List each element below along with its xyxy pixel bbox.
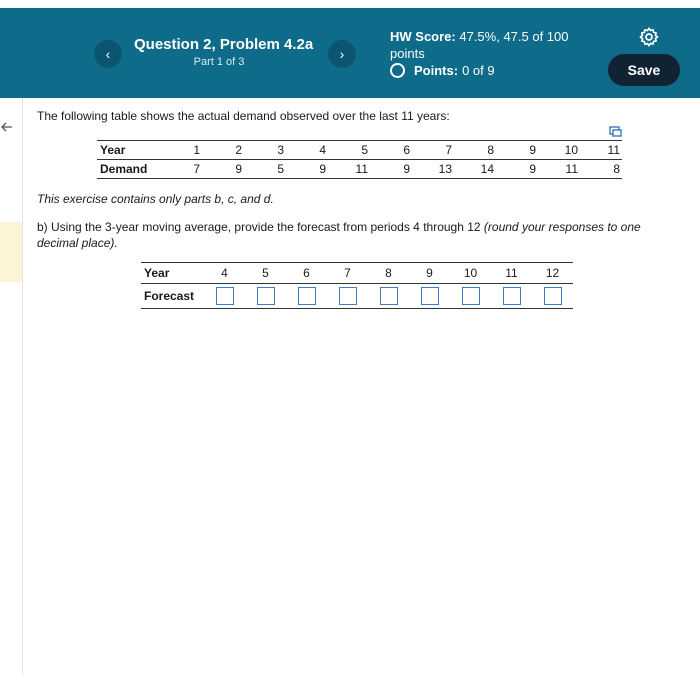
year-cell: 9 bbox=[496, 141, 538, 160]
exercise-note: This exercise contains only parts b, c, and d. bbox=[37, 192, 274, 206]
forecast-input-cell bbox=[327, 284, 368, 309]
year-cell: 2 bbox=[202, 141, 244, 160]
forecast-year-cell: 7 bbox=[327, 263, 368, 284]
back-arrow-icon[interactable] bbox=[0, 120, 14, 134]
points-label: Points: bbox=[414, 63, 459, 78]
hw-score-label: HW Score: bbox=[390, 29, 456, 44]
forecast-input-7[interactable] bbox=[339, 287, 357, 305]
demand-cell: 5 bbox=[244, 160, 286, 179]
forecast-table bbox=[141, 262, 573, 309]
demand-cell: 7 bbox=[160, 160, 202, 179]
hw-score bbox=[390, 28, 600, 62]
previous-question-button[interactable]: ‹ bbox=[94, 40, 122, 68]
year-cell: 7 bbox=[412, 141, 454, 160]
forecast-table-input-row bbox=[141, 284, 573, 309]
forecast-input-cell bbox=[368, 284, 409, 309]
forecast-year-cell: 11 bbox=[491, 263, 532, 284]
question-title: Question 2, Problem 4.2a bbox=[134, 36, 314, 53]
gear-icon[interactable] bbox=[638, 26, 660, 48]
forecast-input-cell bbox=[286, 284, 327, 309]
demand-table-demand-row bbox=[97, 160, 622, 179]
points-status bbox=[390, 63, 495, 78]
forecast-year-cell: 4 bbox=[204, 263, 245, 284]
year-cell: 10 bbox=[538, 141, 580, 160]
forecast-input-cell bbox=[245, 284, 286, 309]
demand-cell: 14 bbox=[454, 160, 496, 179]
question-header bbox=[0, 8, 700, 98]
left-gutter-divider bbox=[22, 98, 23, 675]
year-cell: 4 bbox=[286, 141, 328, 160]
demand-cell: 9 bbox=[286, 160, 328, 179]
forecast-input-cell bbox=[532, 284, 573, 309]
save-button[interactable]: Save bbox=[608, 54, 680, 86]
part-b-prompt bbox=[37, 219, 677, 251]
forecast-input-6[interactable] bbox=[298, 287, 316, 305]
demand-cell: 13 bbox=[412, 160, 454, 179]
hw-score-value: 47.5%, 47.5 of 100 points bbox=[390, 29, 569, 61]
points-value: 0 of 9 bbox=[462, 63, 495, 78]
year-cell: 11 bbox=[580, 141, 622, 160]
forecast-input-10[interactable] bbox=[462, 287, 480, 305]
part-b-text: b) Using the 3-year moving average, provide the forecast from periods 4 through 12 bbox=[37, 220, 481, 234]
side-highlight bbox=[0, 222, 22, 282]
year-cell: 1 bbox=[160, 141, 202, 160]
forecast-input-11[interactable] bbox=[503, 287, 521, 305]
demand-cell: 9 bbox=[370, 160, 412, 179]
forecast-table-year-row bbox=[141, 263, 573, 284]
forecast-year-cell: 9 bbox=[409, 263, 450, 284]
forecast-input-9[interactable] bbox=[421, 287, 439, 305]
forecast-input-8[interactable] bbox=[380, 287, 398, 305]
demand-cell: 11 bbox=[538, 160, 580, 179]
forecast-input-cell bbox=[409, 284, 450, 309]
year-cell: 8 bbox=[454, 141, 496, 160]
forecast-header: Forecast bbox=[141, 284, 204, 309]
forecast-year-cell: 8 bbox=[368, 263, 409, 284]
forecast-year-cell: 10 bbox=[450, 263, 491, 284]
top-strip bbox=[0, 0, 700, 8]
forecast-input-cell bbox=[450, 284, 491, 309]
demand-cell: 11 bbox=[328, 160, 370, 179]
forecast-year-cell: 6 bbox=[286, 263, 327, 284]
demand-cell: 9 bbox=[202, 160, 244, 179]
part-b-rounding-note: (round your responses to one decimal place). bbox=[37, 220, 641, 250]
year-cell: 5 bbox=[328, 141, 370, 160]
year-cell: 3 bbox=[244, 141, 286, 160]
demand-header: Demand bbox=[97, 160, 160, 179]
forecast-input-12[interactable] bbox=[544, 287, 562, 305]
demand-table bbox=[97, 140, 622, 179]
forecast-input-cell bbox=[491, 284, 532, 309]
forecast-year-cell: 12 bbox=[532, 263, 573, 284]
demand-table-year-row bbox=[97, 141, 622, 160]
demand-cell: 8 bbox=[580, 160, 622, 179]
status-circle-icon bbox=[390, 63, 405, 78]
forecast-year-header: Year bbox=[141, 263, 204, 284]
copy-table-icon[interactable] bbox=[609, 126, 622, 137]
forecast-input-4[interactable] bbox=[216, 287, 234, 305]
forecast-input-cell bbox=[204, 284, 245, 309]
intro-text: The following table shows the actual demand observed over the last 11 years: bbox=[37, 109, 450, 123]
year-cell: 6 bbox=[370, 141, 412, 160]
next-question-button[interactable]: › bbox=[328, 40, 356, 68]
year-header: Year bbox=[97, 141, 160, 160]
forecast-year-cell: 5 bbox=[245, 263, 286, 284]
question-part: Part 1 of 3 bbox=[193, 56, 245, 68]
demand-cell: 9 bbox=[496, 160, 538, 179]
forecast-input-5[interactable] bbox=[257, 287, 275, 305]
